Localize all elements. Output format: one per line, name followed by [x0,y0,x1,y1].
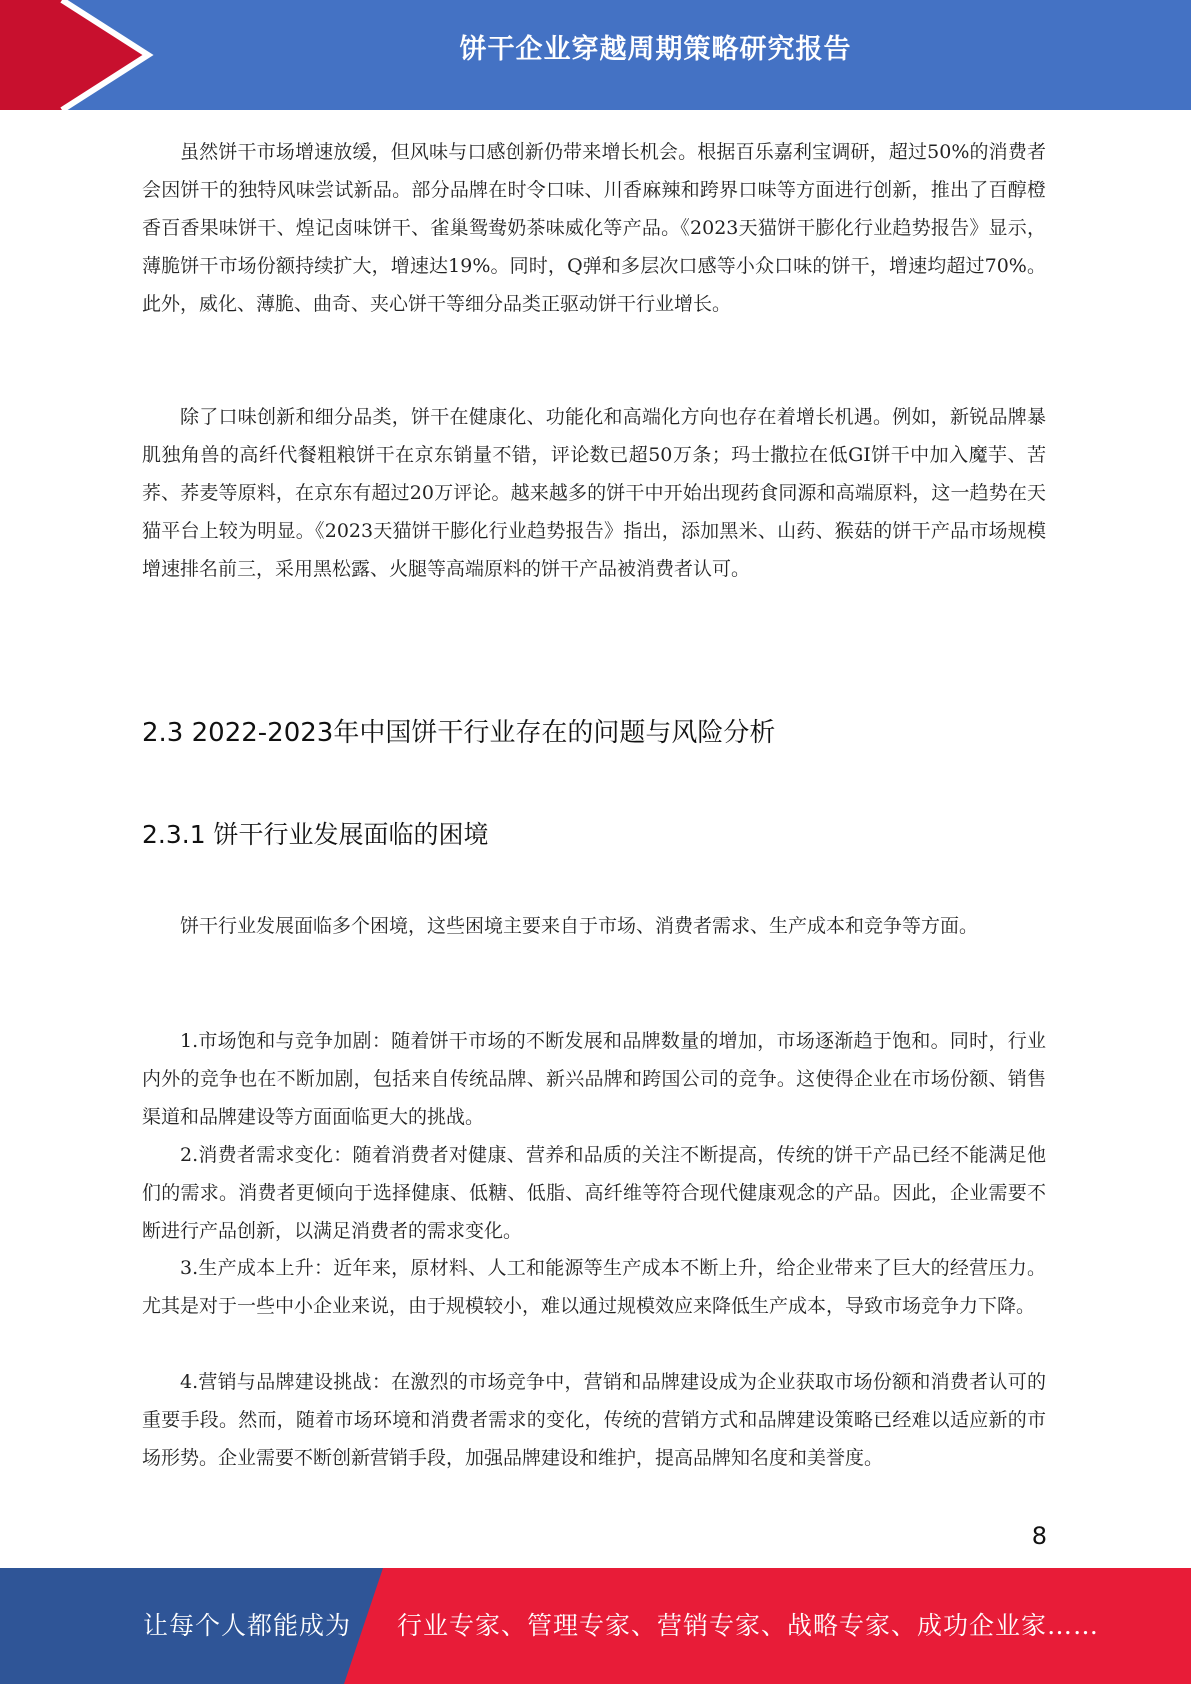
list-item-marketing-branding: 4.营销与品牌建设挑战：在激烈的市场竞争中，营销和品牌建设成为企业获取市场份额和消费者认可的重要手段。然而，随着市场环境和消费者需求的变化，传统的营销方式和品牌建设策略已经难以适应新的市场形势。企业需要不断创新营销手段，加强品牌建设和维护，提高品牌知名度和美誉度。 [142,1371,1046,1469]
paragraph-health-trend: 除了口味创新和细分品类，饼干在健康化、功能化和高端化方向也存在着增长机遇。例如，新锐品牌暴肌独角兽的高纤代餐粗粮饼干在京东销量不错，评论数已超50万条；玛士撒拉在低GI饼干中加入魔芋、苦荞、荞麦等原料，在京东有超过20万评论。越来越多的饼干中开始出现药食同源和高端原料，这一趋势在天猫平台上较为明显。《2023天猫饼干膨化行业趋势报告》指出，添加黑米、山药、猴菇的饼干产品市场规模增速排名前三，采用黑松露、火腿等高端原料的饼干产品被消费者认可。 [142,406,1046,580]
header-arrow-decoration [0,0,160,110]
page-footer [0,1568,1191,1684]
footer-slogan-left: 让每个人都能成为 [143,1611,352,1640]
report-title: 饼干企业穿越周期策略研究报告 [459,34,852,65]
list-item-production-cost: 3.生产成本上升：近年来，原材料、人工和能源等生产成本不断上升，给企业带来了巨大的经营压力。尤其是对于一些中小企业来说，由于规模较小，难以通过规模效应来降低生产成本，导致市场竞争力下降。 [142,1257,1046,1317]
footer-slogan-right: 行业专家、管理专家、营销专家、战略专家、成功企业家…… [397,1611,1100,1640]
list-item-market-saturation: 1.市场饱和与竞争加剧：随着饼干市场的不断发展和品牌数量的增加，市场逐渐趋于饱和。同时，行业内外的竞争也在不断加剧，包括来自传统品牌、新兴品牌和跨国公司的竞争。这使得企业在市场份额、销售渠道和品牌建设等方面面临更大的挑战。 [142,1030,1046,1128]
section-heading-2-3: 2.3 2022-2023年中国饼干行业存在的问题与风险分析 [142,718,776,748]
subsection-heading-2-3-1: 2.3.1 饼干行业发展面临的困境 [142,820,489,849]
paragraph-difficulties-intro: 饼干行业发展面临多个困境，这些困境主要来自于市场、消费者需求、生产成本和竞争等方面。 [180,915,979,937]
paragraph-flavor-innovation: 虽然饼干市场增速放缓，但风味与口感创新仍带来增长机会。根据百乐嘉利宝调研，超过50%的消费者会因饼干的独特风味尝试新品。部分品牌在时令口味、川香麻辣和跨界口味等方面进行创新，推出了百醇橙香百香果味饼干、煌记卤味饼干、雀巢鸳鸯奶茶味威化等产品。《2023天猫饼干膨化行业趋势报告》显示，薄脆饼干市场份额持续扩大，增速达19%。同时，Q弹和多层次口感等小众口味的饼干，增速均超过70%。此外，威化、薄脆、曲奇、夹心饼干等细分品类正驱动饼干行业增长。 [142,141,1046,315]
page-number: 8 [1031,1522,1047,1550]
page-header [0,0,1191,110]
list-item-consumer-demand: 2.消费者需求变化：随着消费者对健康、营养和品质的关注不断提高，传统的饼干产品已经不能满足他们的需求。消费者更倾向于选择健康、低糖、低脂、高纤维等符合现代健康观念的产品。因此，企业需要不断进行产品创新，以满足消费者的需求变化。 [142,1144,1046,1242]
